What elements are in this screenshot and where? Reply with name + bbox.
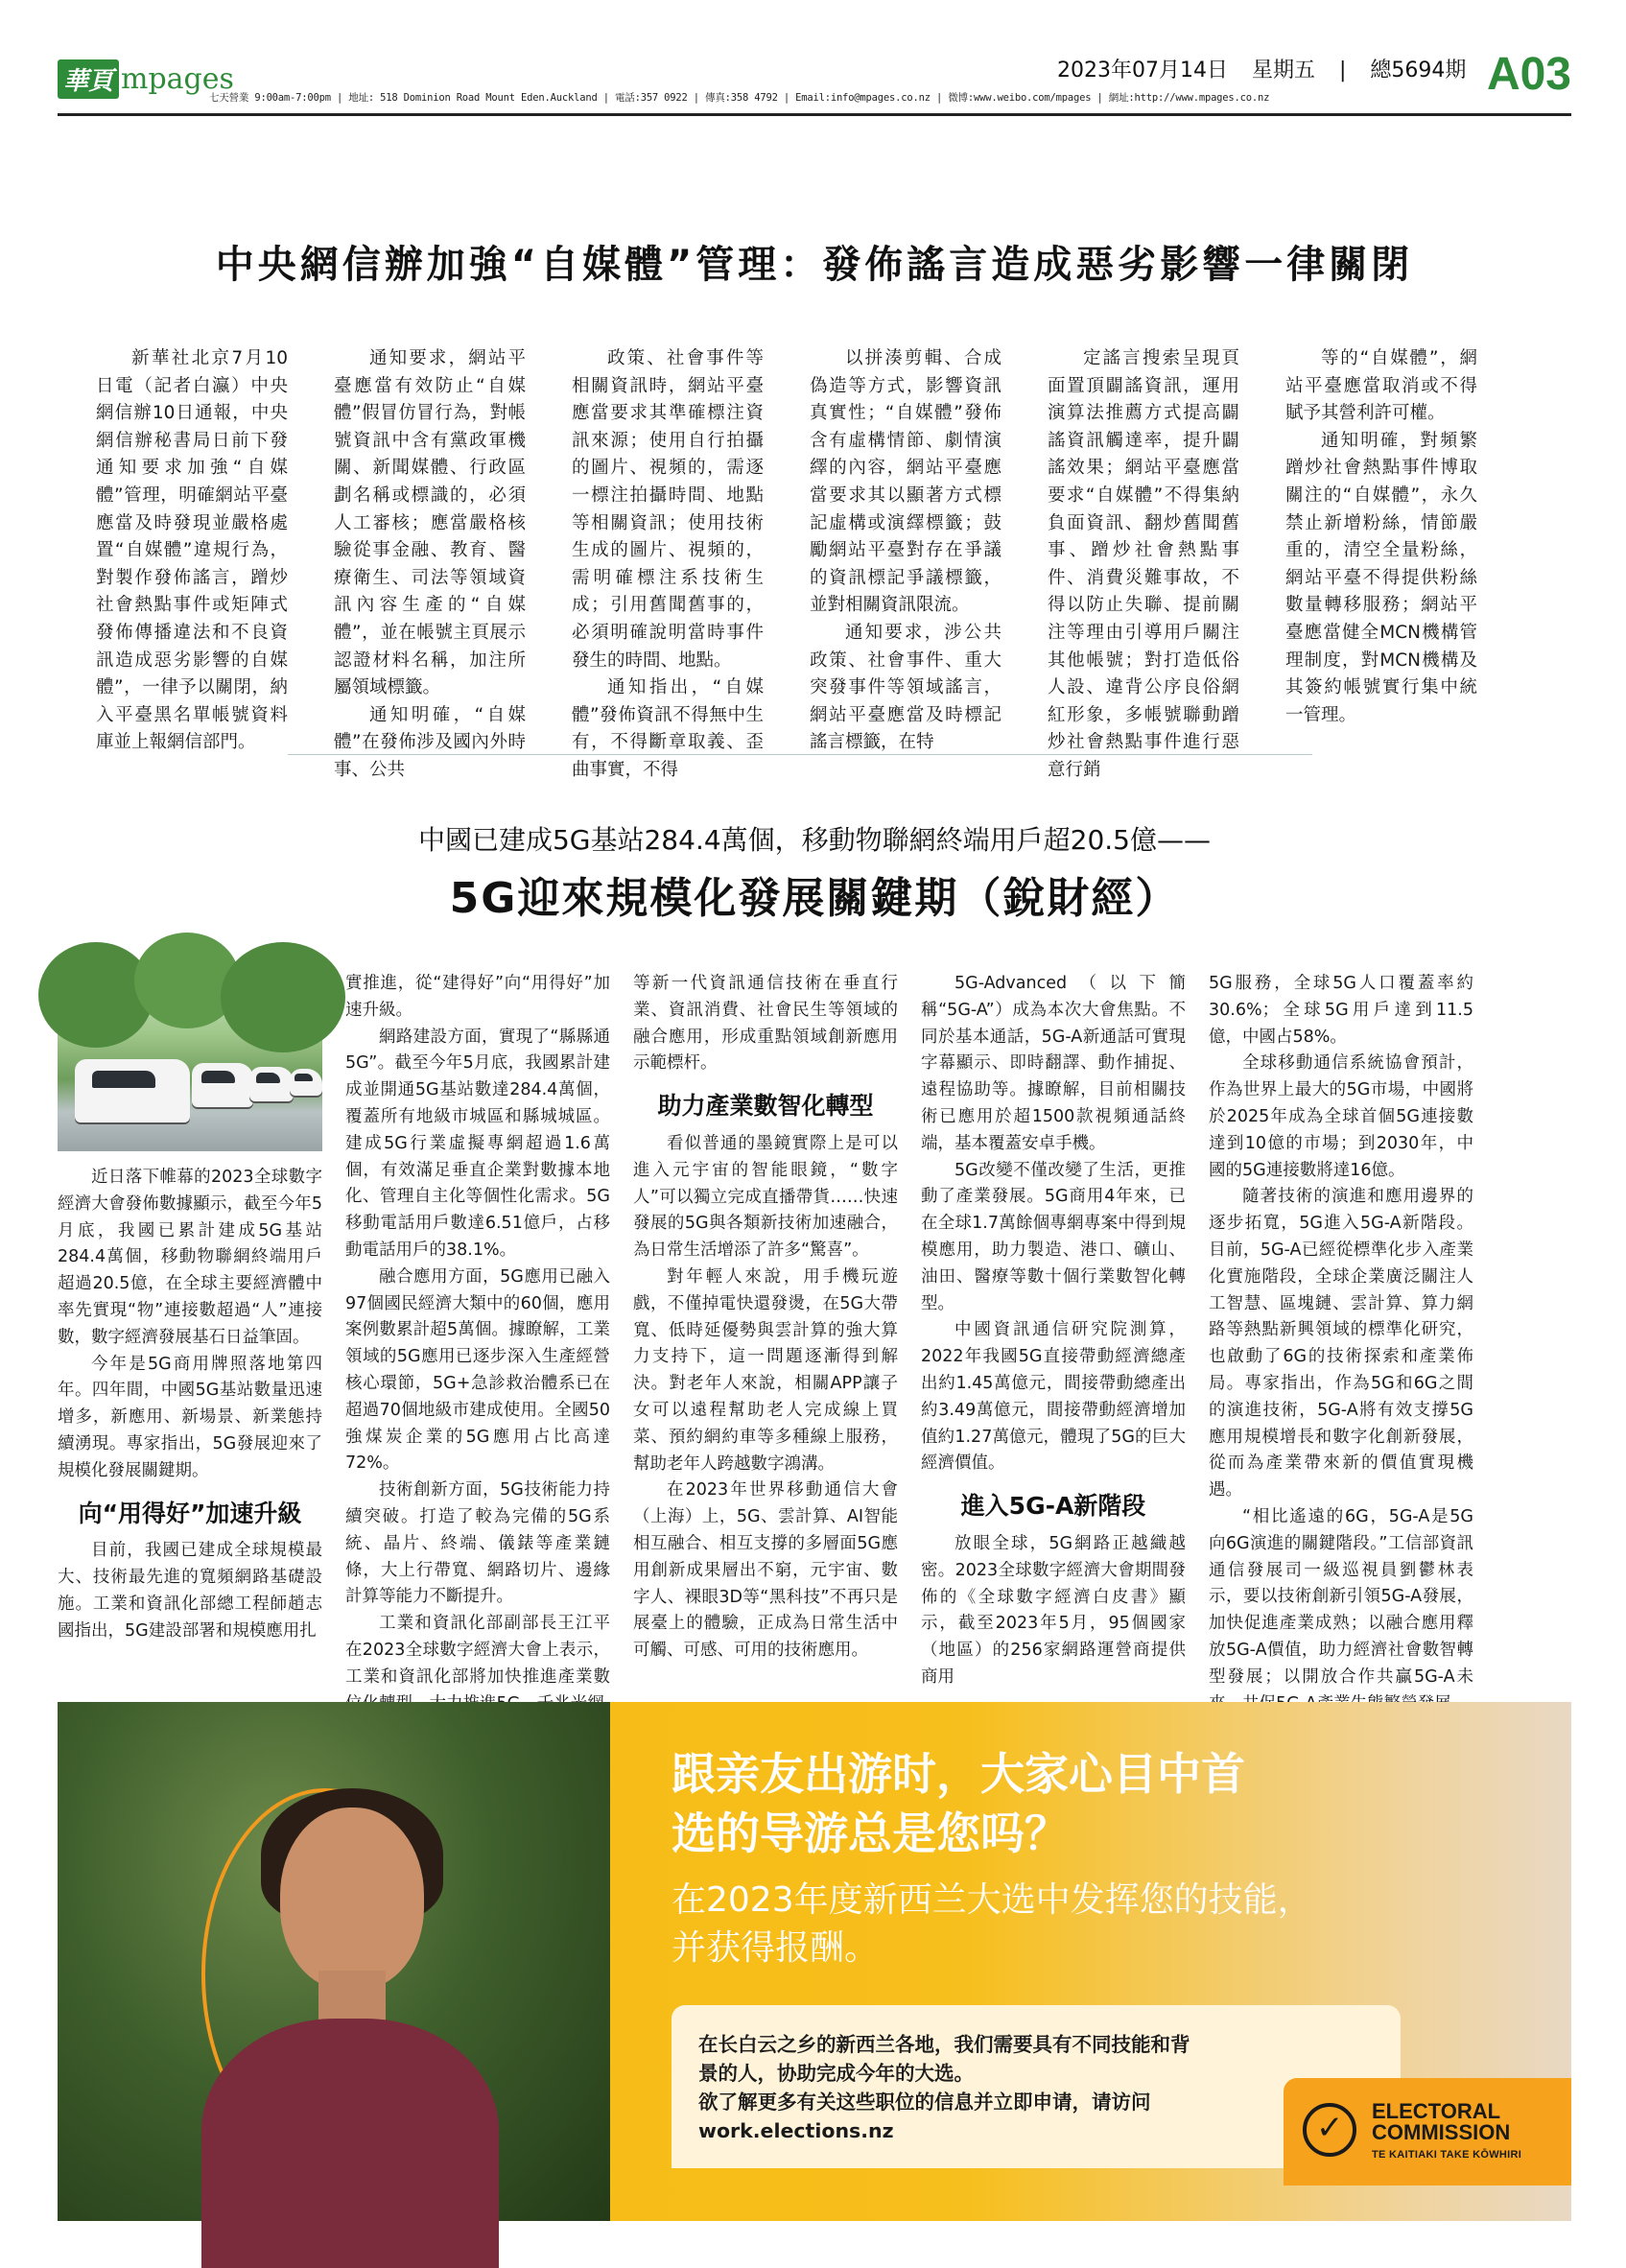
article1-col-3	[572, 345, 764, 780]
article2-col-5	[1209, 971, 1473, 1687]
paragraph: 融合應用方面，5G應用已融入97個國民經濟大類中的60個，應用案例數累計超5萬個。據瞭解，工業領域的5G應用已逐步深入生產經營核心環節，5G+急診救治體系已在超過70個地級市建成使用。全國50強煤炭企業的5G應用占比高達72%。	[345, 1266, 610, 1474]
paragraph: 以拼湊剪輯、合成偽造等方式，影響資訊真實性；“自媒體”發佈含有虛構情節、劇情演繹的內容，網站平臺應當要求其以顯著方式標記虛構或演繹標籤；鼓勵網站平臺對存在爭議的資訊標記爭議標籤，並對相關資訊限流。	[810, 348, 1002, 616]
logo-english: mpages	[121, 61, 234, 96]
paragraph: 網路建設方面，實現了“縣縣通5G”。截至今年5月底，我國累計建成並開通5G基站數達284.4萬個，覆蓋所有地級市城區和縣城城區。建成5G行業虛擬專網超過1.6萬個，有效滿足垂直企業對數據本地化、管理自主化等個性化需求。5G移動電話用戶數達6.51億戶，占移動電話用戶的38.1%。	[345, 1027, 610, 1260]
article1-col-2	[334, 345, 526, 780]
ballot-tick-icon	[1303, 2103, 1356, 2157]
paragraph: 隨著技術的演進和應用邊界的逐步拓寬，5G進入5G-A新階段。目前，5G-A已經從標準化步入產業化實施階段，全球企業廣泛關注人工智慧、區塊鏈、雲計算、算力網路等熱點新興領域的標準化研究，也啟動了6G的技術探索和產業佈局。專家指出，作為5G和6G之間的演進技術，5G-A將有效支撐5G應用規模增長和數字化創新發展，從而為產業帶來新的價值實現機遇。	[1209, 1187, 1473, 1500]
masthead	[58, 50, 1571, 109]
section-divider	[288, 754, 1312, 755]
paragraph: 5G服務，全球5G人口覆蓋率約30.6%；全球5G用戶達到11.5億，中國占58%。	[1209, 974, 1473, 1047]
article2-body	[58, 971, 1473, 1687]
article2-subtitle: 中國已建成5G基站284.4萬個，移動物聯網終端用戶超20.5億——	[417, 824, 1212, 856]
brand-name-line: COMMISSION	[1372, 2120, 1511, 2144]
section-heading: 向“用得好”加速升級	[78, 1499, 302, 1527]
paragraph: 新華社北京7月10日電（記者白瀛）中央網信辦10日通報，中央網信辦秘書局日前下發通知要求加強“自媒體”管理，明確網站平臺應當及時發現並嚴格處置“自媒體”違規行為，對製作發佈謠言，蹭炒社會熱點事件或矩陣式發佈傳播違法和不良資訊造成惡劣影響的自媒體”，一律予以關閉，納入平臺黑名單帳號資料庫並上報網信部門。	[96, 348, 288, 753]
paragraph: 實推進，從“建得好”向“用得好”加速升級。	[345, 974, 610, 1020]
paragraph: 看似普通的墨鏡實際上是可以進入元宇宙的智能眼鏡，“數字人”可以獨立完成直播帶貨……快速發展的5G與各類新技術加速融合，為日常生活增添了許多“驚喜”。	[633, 1133, 898, 1261]
ad-body-line: 在长白云之乡的新西兰各地，我们需要具有不同技能和背	[698, 2033, 1190, 2056]
issue-number: 總5694期	[1370, 59, 1467, 83]
ad-body-line: 景的人，协助完成今年的大选。	[698, 2062, 974, 2085]
page-number: A03	[1486, 49, 1571, 100]
brand-maori-name: TE KAITIAKI TAKE KŌWHIRI	[1372, 2149, 1522, 2161]
mpages-logo[interactable]	[58, 58, 234, 100]
brand-name	[1372, 2101, 1510, 2143]
self-driving-cars-photo	[58, 971, 322, 1151]
paragraph: 等新一代資訊通信技術在垂直行業、資訊消費、社會民生等領域的融合應用，形成重點領域創新應用示範標杆。	[633, 974, 898, 1074]
article1-title: 中央網信辦加強“自媒體”管理：發佈謠言造成惡劣影響一律關閉	[215, 243, 1414, 287]
electoral-commission-ad[interactable]	[58, 1702, 1571, 2221]
paragraph: 5G改變不僅改變了生活，更推動了產業發展。5G商用4年來，已在全球1.7萬餘個專網專案中得到規模應用，助力製造、港口、礦山、油田、醫療等數十個行業數智化轉型。	[921, 1160, 1186, 1313]
portrait-face	[280, 1807, 424, 1990]
article1-body	[96, 345, 1477, 780]
issue-weekday: 星期五	[1251, 59, 1315, 83]
article2-col-3	[633, 971, 898, 1661]
ad-subhead-line: 在2023年度新西兰大选中发挥您的技能，	[672, 1880, 1312, 1920]
paragraph: 通知要求，網站平臺應當有效防止“自媒體”假冒仿冒行為，對帳號資訊中含有黨政軍機關、新聞媒體、行政區劃名稱或標識的，必須人工審核；應當嚴格核驗從事金融、教育、醫療衛生、司法等領域資訊內容生產的“自媒體”，並在帳號主頁展示認證材料名稱，加注所屬領域標籤。	[334, 348, 526, 698]
article1-col-6	[1285, 345, 1477, 725]
electoral-commission-logo[interactable]	[1284, 2078, 1571, 2185]
ad-portrait-photo	[58, 1702, 610, 2221]
issue-date: 2023年07月14日	[1057, 59, 1228, 83]
paragraph: 通知明確，對頻繁蹭炒社會熱點事件博取關注的“自媒體”，永久禁止新增粉絲，情節嚴重的，清空全量粉絲，網站平臺不得提供粉絲數量轉移服務；網站平臺應當健全MCN機構管理制度，對MCN機構及其簽約帳號實行集中統一管理。	[1285, 430, 1477, 725]
issue-separator: |	[1339, 59, 1347, 83]
paragraph: 定謠言搜索呈現頁面置頂闢謠資訊，運用演算法推薦方式提高闢謠資訊觸達率，提升闢謠效果；網站平臺應當要求“自媒體”不得集納負面資訊、翻炒舊聞舊事、蹭炒社會熱點事件、消費災難事故，不得以防止失聯、提前關注等理由引導用戶關注其他帳號；對打造低俗人設、違背公序良俗網紅形象，多帳號聯動蹭炒社會熱點事件進行惡意行銷	[1048, 348, 1239, 780]
article2-title: 5G迎來規模化發展關鍵期（銳財經）	[449, 874, 1180, 923]
paragraph: 目前，我國已建成全球規模最大、技術最先進的寬頻網路基礎設施。工業和資訊化部總工程師趙志國指出，5G建設部署和規模應用扎	[58, 1541, 322, 1641]
article2-col-4	[921, 971, 1186, 1687]
paragraph: 對年輕人來說，用手機玩遊戲，不僅掉電快還發燙，在5G大帶寬、低時延優勢與雲計算的強大算力支持下，這一問題逐漸得到解決。對老年人來說，相關APP讓子女可以遠程幫助老人完成線上買菜、預約網約車等多種線上服務，幫助老年人跨越數字鴻溝。	[633, 1266, 898, 1474]
article2-col-2	[345, 971, 610, 1687]
section-heading: 進入5G-A新階段	[960, 1492, 1146, 1521]
paragraph: 等的“自媒體”，網站平臺應當取消或不得賦予其營利許可權。	[1285, 348, 1477, 424]
issue-info	[1057, 54, 1483, 83]
paragraph: 放眼全球，5G網路正越織越密。2023全球數字經濟大會期間發佈的《全球數字經濟白皮書》顯示，截至2023年5月，95個國家（地區）的256家網路運營商提供商用	[921, 1533, 1186, 1687]
paragraph: 政策、社會事件等相關資訊時，網站平臺應當要求其準確標注資訊來源；使用自行拍攝的圖片、視頻的，需逐一標注拍攝時間、地點等相關資訊；使用技術生成的圖片、視頻的，需明確標注系技術生成；引用舊聞舊事的，必須明確說明當時事件發生的時間、地點。	[572, 348, 764, 671]
ad-headline-line: 选的导游总是您吗？	[672, 1807, 1069, 1859]
paragraph: 技術創新方面，5G技術能力持續突破。打造了較為完備的5G系統、晶片、終端、儀錶等產業鏈條，大上行帶寬、網路切片、邊緣計算等能力不斷提升。	[345, 1480, 610, 1607]
ad-headline-line: 跟亲友出游时，大家心目中首	[672, 1748, 1245, 1800]
article1-col-4	[810, 345, 1002, 753]
paragraph: 中國資訊通信研究院測算，2022年我國5G直接帶動經濟總產出約1.45萬億元，間接帶動總產出約3.49萬億元，間接帶動經濟增加值約1.27萬億元，體現了5G的巨大經濟價值。	[921, 1320, 1186, 1474]
paragraph: 近日落下帷幕的2023全球數字經濟大會發佈數據顯示，截至今年5月底，我國已累計建成5G基站284.4萬個，移動物聯網終端用戶超過20.5億，在全球主要經濟體中率先實現“物”連接數超過“人”連接數，數字經濟發展基石日益筆固。	[58, 1168, 322, 1347]
contact-info: 七天營業 9:00am-7:00pm | 地址: 518 Dominion Road Mount Eden.Auckland | 電話:357 0922 | 傳真:358 4792 | Email:info@mpages.co.nz | 微博:www.weibo.com/mpages | 網址:http://www.mpages.co.nz	[209, 92, 1270, 104]
brand-name-line: ELECTORAL	[1372, 2099, 1501, 2123]
ad-subhead-line: 并获得报酬。	[672, 1928, 880, 1968]
article1-col-1	[96, 345, 288, 753]
ad-headline	[672, 1744, 1516, 1863]
header-rule	[58, 113, 1571, 116]
paragraph: 5G-Advanced（以下簡稱“5G-A”）成為本次大會焦點。不同於基本通話，5G-A新通話可實現字幕顯示、即時翻譯、動作捕捉、遠程協助等。據瞭解，目前相關技術已應用於超1500款視頻通話終端，基本覆蓋安卓手機。	[921, 974, 1186, 1153]
portrait-top	[201, 2019, 499, 2268]
paragraph: 在2023年世界移動通信大會（上海）上，5G、雲計算、AI智能相互融合、相互支撐的多層面5G應用創新成果層出不窮，元宇宙、數字人、裸眼3D等“黑科技”不再只是展臺上的體驗，正成為日常生活中可觸、可感、可用的技術應用。	[633, 1480, 898, 1661]
paragraph: 通知明確，“自媒體”在發佈涉及國內外時事、公共	[334, 704, 526, 780]
ad-website-link[interactable]: work.elections.nz	[698, 2119, 894, 2142]
logo-chinese: 華頁	[58, 59, 119, 99]
ad-body-line: 欲了解更多有关这些职位的信息并立即申请，请访问	[698, 2091, 1151, 2114]
article2-col-1	[58, 971, 322, 1642]
paragraph: 全球移動通信系統協會預計，作為世界上最大的5G市場，中國將於2025年成為全球首個5G連接數達到10億的市場；到2030年，中國的5G連接數將達16億。	[1209, 1053, 1473, 1180]
ad-subhead	[672, 1877, 1516, 1973]
paragraph: “相比遙遠的6G，5G-A是5G向6G演進的關鍵階段。”工信部資訊通信發展司一級巡視員劉鬱林表示，要以技術創新引領5G-A發展，加快促進產業成熟；以融合應用釋放5G-A價值，助力經濟社會數智轉型發展；以開放合作共贏5G-A未	[1209, 1506, 1473, 1687]
article1-col-5	[1048, 345, 1239, 780]
paragraph: 通知指出，“自媒體”發佈資訊不得無中生有，不得斷章取義、歪曲事實，不得	[572, 677, 764, 780]
paragraph: 工業和資訊化部副部長王江平在2023全球數字經濟大會上表示，工業和資訊化部將加快推進產業數	[345, 1614, 610, 1687]
section-heading: 助力產業數智化轉型	[657, 1092, 874, 1121]
paragraph: 今年是5G商用牌照落地第四年。四年間，中國5G基站數量迅速增多，新應用、新場景、新業態持續湧現。專家指出，5G發展迎來了規模化發展關鍵期。	[58, 1354, 322, 1480]
paragraph: 通知要求，涉公共政策、社會事件、重大突發事件等領域謠言，網站平臺應當及時標記謠言標籤，在特	[810, 622, 1002, 753]
